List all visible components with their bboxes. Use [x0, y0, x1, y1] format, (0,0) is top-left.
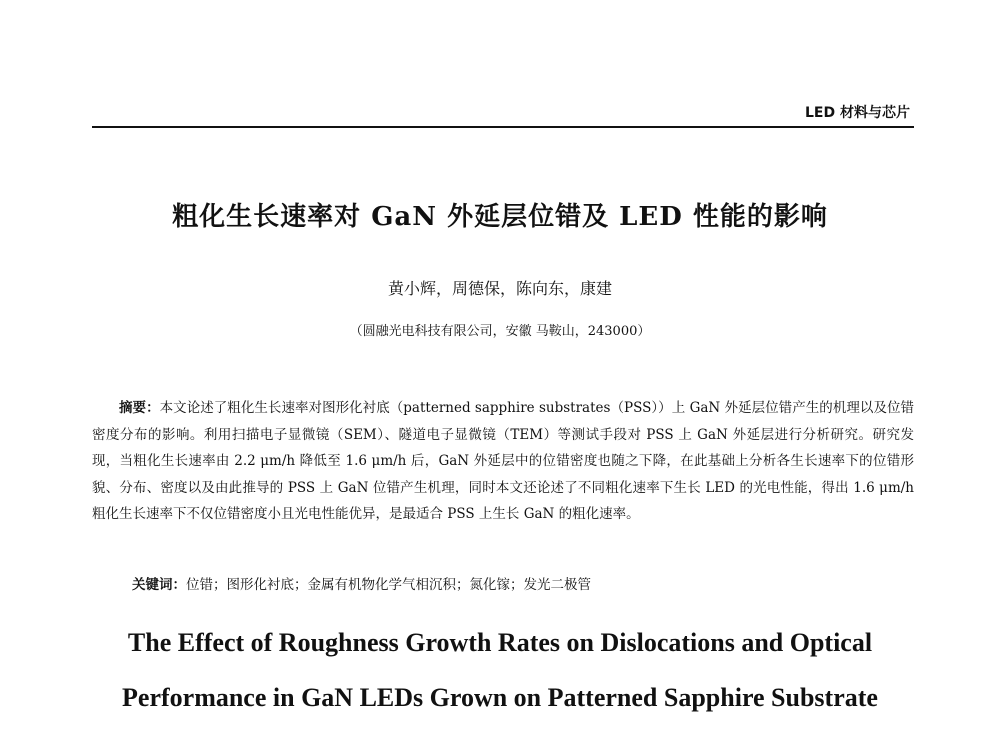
authors: 黄小辉，周德保，陈向东，康建	[387, 279, 612, 298]
header-rule	[92, 126, 914, 128]
section-label: LED 材料与芯片	[805, 105, 910, 121]
affiliation: （圆融光电科技有限公司，安徽 马鞍山，243000）	[349, 324, 651, 339]
english-title-line-1: The Effect of Roughness Growth Rates on Dislocations and Optical	[127, 628, 873, 657]
abstract	[92, 395, 914, 528]
keywords	[132, 573, 914, 593]
keywords-text: 位错；图形化衬底；金属有机物化学气相沉积；氮化镓；发光二极管	[186, 577, 591, 593]
english-title-line-2: Performance in GaN LEDs Grown on Patterned Sapphire Substrate	[122, 683, 878, 712]
abstract-label: 摘要：	[119, 400, 160, 416]
abstract-text: 本文论述了粗化生长速率对图形化衬底（patterned sapphire substrates（PSS））上 GaN 外延层位错产生的机理以及位错密度分布的影响。利用扫描电子显微镜（SEM）、隧道电子显微镜（TEM）等测试手段对 PSS 上 GaN 外延层进行分析研究。研究发现，当粗化生长速率由 2.2 μm/h 降低至 1.6 μm/h 后，GaN 外延层中的位错密度也随之下降，在此基础上分析各生长速率下的位错形貌、分布、密度以及由此推导的 PSS 上 GaN 位错产生机理，同时本文还论述了不同粗化速率下生长 LED 的光电性能，得出 1.6 μm/h 粗化生长速率下不仅位错密度小且光电性能优异，是最适合 PSS 上生长 GaN 的粗化速率。	[92, 400, 915, 522]
chinese-title: 粗化生长速率对 GaN 外延层位错及 LED 性能的影响	[172, 202, 828, 232]
keywords-label: 关键词：	[132, 577, 186, 593]
